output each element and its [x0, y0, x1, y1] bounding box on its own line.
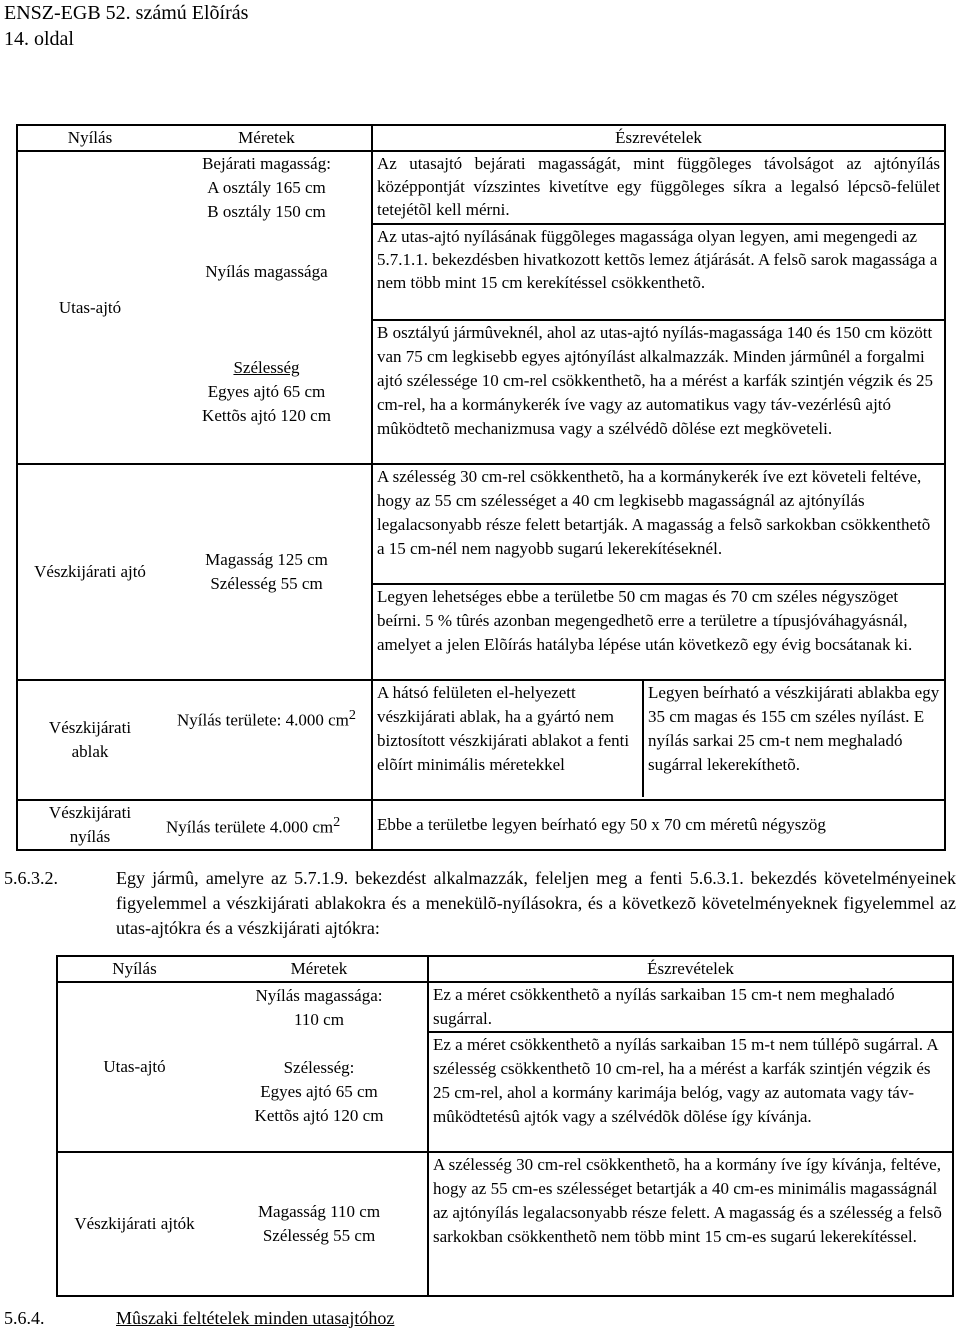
para-5-6-4-number: 5.6.4.	[4, 1308, 45, 1328]
row-label-vesz-nyilas: Vészkijárati nyílás	[17, 800, 162, 850]
t2-row-label-utas: Utas-ajtó	[57, 982, 211, 1152]
t2-header-opening: Nyílás	[57, 956, 211, 982]
t2-utas-width: Szélesség: Egyes ajtó 65 cm Kettõs ajtó 120 cm	[211, 1032, 428, 1152]
vesz-ajto-dimensions: Magasság 125 cm Szélesség 55 cm	[162, 464, 372, 680]
page-number: 14. oldal	[4, 28, 74, 50]
row-label-utas-ajto: Utas-ajtó	[17, 151, 162, 464]
header-remarks: Észrevételek	[372, 125, 945, 151]
row-label-vesz-ajto: Vészkijárati ajtó	[17, 464, 162, 680]
t2-row-label-vesz: Vészkijárati ajtók	[57, 1152, 211, 1296]
table-openings-2	[56, 955, 954, 1297]
t2-utas-remark-2: Ez a méret csökkenthetõ a nyílás sarkaiban 15 m-t nem túllépõ sugárral. A szélesség csökkenthetõ 10 cm-rel, ha a mérést a karfák szintjén végzik és 25 cm-rel, ahol a kormány karimája belóg, vagy az automata vagy táv-mûködtetésû ajtók vagy a szélvédõk dõlése így kívánja.	[428, 1032, 953, 1152]
page-header	[4, 0, 248, 52]
utas-entry-height: Bejárati magasság: A osztály 165 cm B osztály 150 cm	[202, 154, 331, 221]
vesz-ablak-remark-right: Legyen beírható a vészkijárati ablakba egy 35 cm magas és 155 cm széles nyílást. E nyílás sarkai 25 cm-t nem meghaladó sugárral lekerekíthetõ.	[648, 683, 940, 774]
vesz-nyilas-area: Nyílás területe 4.000 $cm^2$	[162, 800, 372, 850]
document-title: ENSZ-EGB 52. számú Elõírás	[4, 2, 249, 24]
utas-opening-height: Nyílás magassága	[205, 262, 328, 281]
header-dimensions: Méretek	[162, 125, 372, 151]
table-openings-1	[16, 124, 946, 851]
vesz-ajto-remark-1: A szélesség 30 cm-rel csökkenthetõ, ha a kormánykerék íve ezt követeli feltéve, hogy az 55 cm szélességet a 40 cm legkisebb magasságnál az ajtónyílás legalacsonyabb része felett betartják. A magasság a felsõ sarkokban csökkenthetõ a 15 cm-nél nem nagyobb sugarú lekerekítéseknél.	[372, 464, 945, 584]
t2-utas-height: Nyílás magassága: 110 cm	[255, 985, 383, 1029]
utas-width: Szélesség Egyes ajtó 65 cm Kettõs ajtó 120 cm	[162, 320, 372, 464]
header-opening: Nyílás	[17, 125, 162, 151]
para-5-6-3-2-number: 5.6.3.2.	[4, 868, 58, 888]
t2-vesz-remark: A szélesség 30 cm-rel csökkenthetõ, ha a kormány íve így kívánja, feltéve, hogy az 55 cm-es szélességet betartják a 40 cm-es minimális magasságnál az ajtónyílás legalacsonyabb része felett. A magasság és a szélesség a felsõ sarkokban csökkenthetõ nem több mint 15 cm-es sugarú lekerekítéssel.	[428, 1152, 953, 1296]
t2-header-remarks: Észrevételek	[428, 956, 953, 982]
para-5-6-4-title: Mûszaki feltételek minden utasajtóhoz	[116, 1308, 395, 1328]
vesz-ablak-remark-left: A hátsó felületen el-helyezett vészkijárati ablak, ha a gyártó nem biztosított vészkijárati ablakot a fenti elõírt minimális méretekkel	[373, 681, 643, 797]
vesz-nyilas-remark: Ebbe a területbe legyen beírható egy 50 x 70 cm méretû négyszög	[372, 800, 945, 850]
utas-remark-1: Az utasajtó bejárati magasságát, mint függõleges távolságot az ajtónyílás középpontját vízszintes kivetítve egy függõleges síkra a legalsó lépcsõ-felület tetejétõl kell mérni.	[372, 151, 945, 224]
vesz-ajto-remark-2: Legyen lehetséges ebbe a területbe 50 cm magas és 70 cm széles négyszöget beírni. 5 % tûrés azonban megengedhetõ erre a területre a típusjóváhagyásnál, amelyet a jelen Elõírás hatályba lépése után következõ egy évig bocsátanak ki.	[372, 584, 945, 680]
t2-header-dimensions: Méretek	[211, 956, 428, 982]
t2-utas-remark-1: Ez a méret csökkenthetõ a nyílás sarkaiban 15 cm-t nem meghaladó sugárral.	[428, 982, 953, 1032]
vesz-ablak-remarks	[372, 680, 945, 800]
vesz-ablak-area: Nyílás területe: 4.000 $cm^2$	[162, 680, 372, 800]
utas-remark-2: Az utas-ajtó nyílásának függõleges magassága olyan legyen, ami megengedi az 5.7.1.1. bekezdésben hivatkozott kettõs lemez átjárását. A felsõ sarok magassága a nem több mint 15 cm kerekítéssel csökkenthetõ.	[372, 224, 945, 320]
para-5-6-3-2-text: Egy jármû, amelyre az 5.7.1.9. bekezdést alkalmazzák, feleljen meg a fenti 5.6.3.1. bekezdés követelményeinek figyelemmel a vészkijárati ablakokra és a menekülõ-nyílásokra, és a következõ követelményeknek figyelemmel az utas-ajtókra és a vészkijárati ajtókra:	[116, 868, 956, 938]
row-label-vesz-ablak: Vészkijárati ablak	[17, 680, 162, 800]
utas-remark-3: B osztályú jármûveknél, ahol az utas-ajtó nyílás-magassága 140 és 150 cm között van 75 cm legkisebb egyes ajtónyílást alkalmazzák. Minden jármûnél a forgalmi ajtó szélessége 10 cm-rel csökkenthetõ, ha a mérést a karfák szintjén végzik és 25 cm-rel, ha a kormánykerék íve vagy az automatikus vagy táv-vezérlésû ajtó mûködtetõ mechanizmusa vagy a szélvédõ dõlése ezt megköveteli.	[372, 320, 945, 464]
t2-vesz-dimensions: Magasság 110 cm Szélesség 55 cm	[211, 1152, 428, 1296]
